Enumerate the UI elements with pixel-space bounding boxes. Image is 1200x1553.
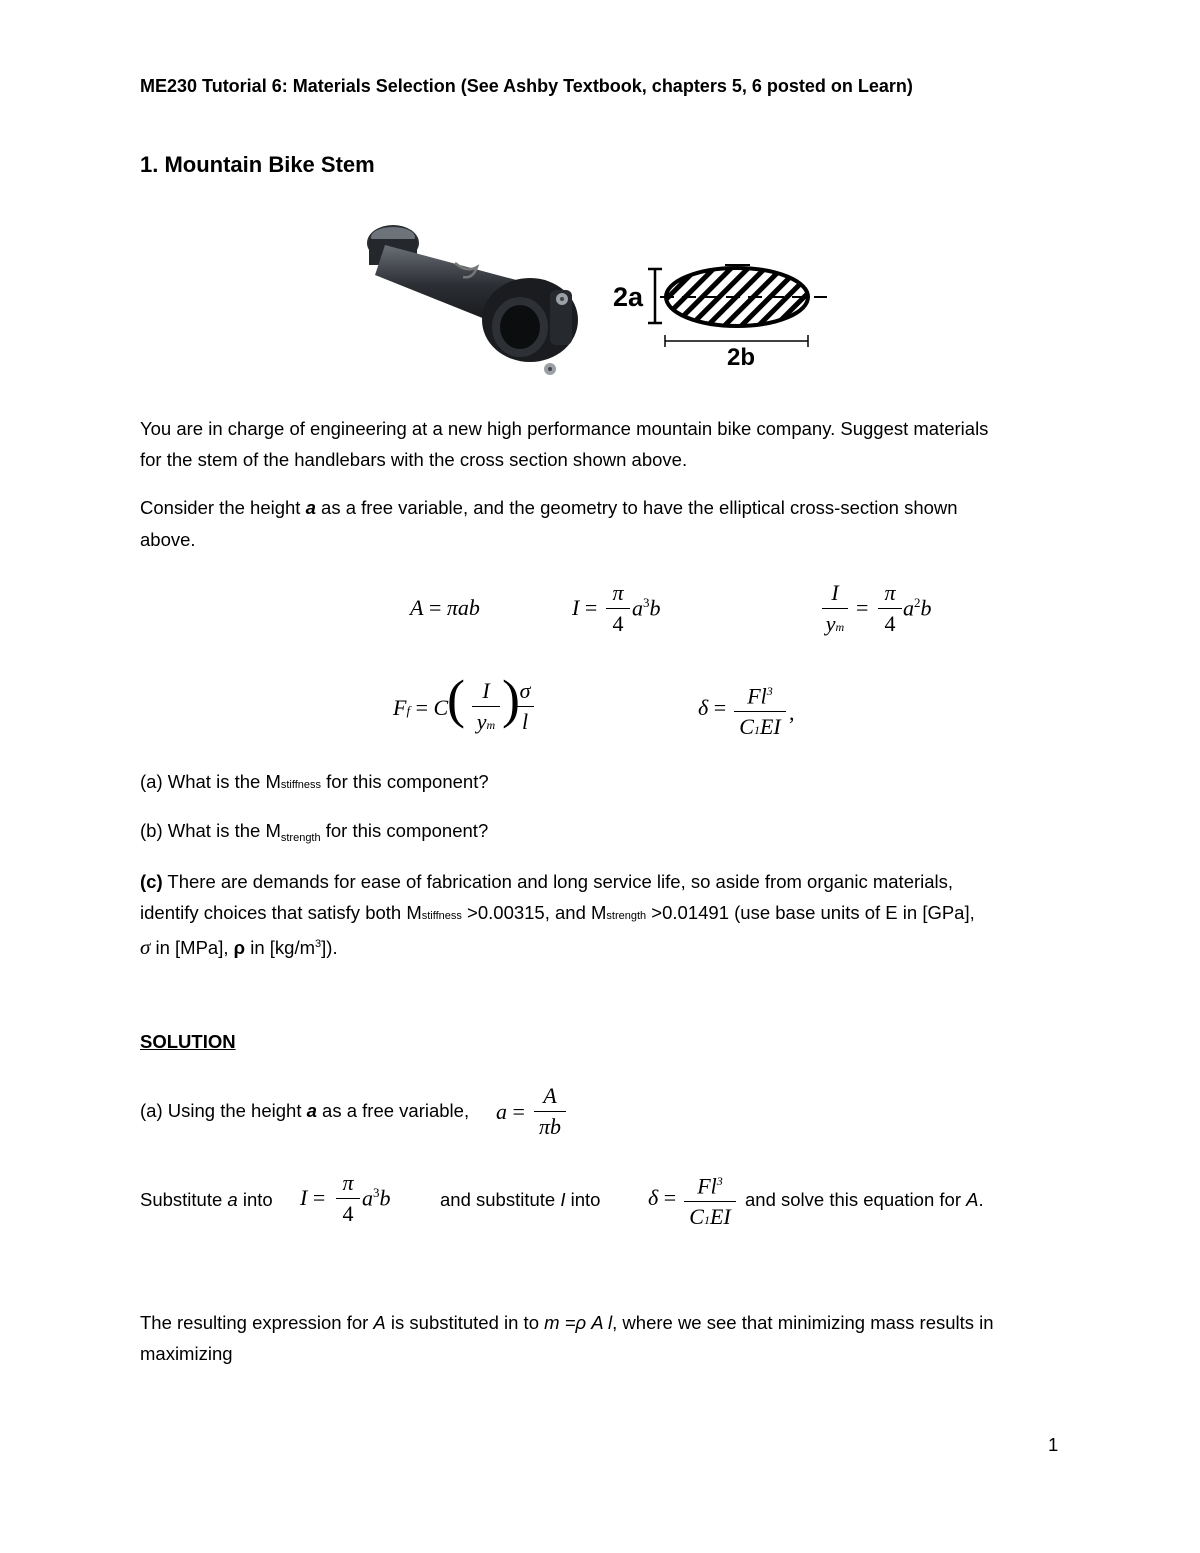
page-number: 1 [1048, 1434, 1059, 1455]
substitute-text-3: and solve this equation for A. [745, 1189, 984, 1210]
equation-a-eq: a = [496, 1099, 525, 1124]
intro-line-2: for the stem of the handlebars with the cross section shown above. [140, 449, 688, 470]
fraction-pi-over-4-b: π 4 [878, 580, 902, 637]
equation-deflection: δ = [698, 695, 727, 720]
height-label: 2a [613, 282, 644, 312]
fraction-pi-over-4: π 4 [606, 580, 630, 637]
question-c-line-3: σ in [MPa], ρ in $[kg/m^3]$). [140, 935, 338, 960]
bike-stem-image [355, 215, 595, 385]
intro-line-3: Consider the height a as a free variable, and the geometry to have the elliptical cross-section shown [140, 497, 958, 518]
equation-a3b-2: $a^3b$ [362, 1185, 391, 1211]
result-line-2: maximizing [140, 1343, 233, 1364]
right-paren: ) [502, 669, 520, 729]
solution-title: SOLUTION [140, 1031, 236, 1052]
fraction-A-over-pib: A πb [534, 1083, 566, 1140]
equation-moment-inertia: I = [572, 595, 598, 620]
fraction-Fl3-over-C1EI-2: Fl$^3$ C1EI [684, 1168, 736, 1233]
substitute-text-1: Substitute a into [140, 1189, 273, 1210]
equation-area: A = πab [410, 595, 480, 620]
equals-sign: = [856, 595, 869, 620]
question-c-line-1: (c) There are demands for ease of fabrication and long service life, so aside from organic materials, [140, 871, 954, 892]
equation-deflection-2: δ = [648, 1185, 677, 1210]
intro-line-1: You are in charge of engineering at a new high performance mountain bike company. Suggest materials [140, 418, 989, 439]
cross-section-diagram [605, 255, 835, 375]
equation-force: Ff = C [393, 695, 449, 720]
section-title: 1. Mountain Bike Stem [140, 152, 375, 177]
equation-a2b: $a^2b$ [903, 595, 932, 621]
equation-I-2: I = [300, 1185, 326, 1210]
solution-a-text: (a) Using the height a as a free variable, [140, 1100, 470, 1121]
fraction-Fl3-over-C1EI: Fl$^3$ C1EI [734, 678, 786, 743]
fraction-pi-over-4-c: π 4 [336, 1170, 360, 1227]
comma: , [789, 700, 795, 725]
question-c-line-2: identify choices that satisfy both Mstiffness >0.00315, and Mstrength >0.01491 (use base units of E in [GPa], [140, 902, 975, 923]
intro-line-4: above. [140, 529, 196, 550]
question-b: (b) What is the $M_{strength}$ for this component? [140, 820, 489, 844]
left-paren: ( [447, 669, 465, 729]
fraction-I-over-ym-2: I ym [472, 678, 500, 738]
substitute-text-2: and substitute I into [440, 1189, 601, 1210]
width-label: 2b [727, 344, 756, 371]
equation-a3b: $a^3b$ [632, 595, 661, 621]
page-header: ME230 Tutorial 6: Materials Selection (See Ashby Textbook, chapters 5, 6 posted on Learn) [140, 76, 913, 96]
fraction-sigma-over-l: σ l [516, 678, 534, 735]
question-a: (a) What is the Mstiffness for this component? [140, 771, 489, 792]
result-line-1: The resulting expression for A is substituted in to m =ρ A l, where we see that minimizing mass results in [140, 1312, 994, 1333]
fraction-I-over-ym: I ym [822, 580, 848, 640]
